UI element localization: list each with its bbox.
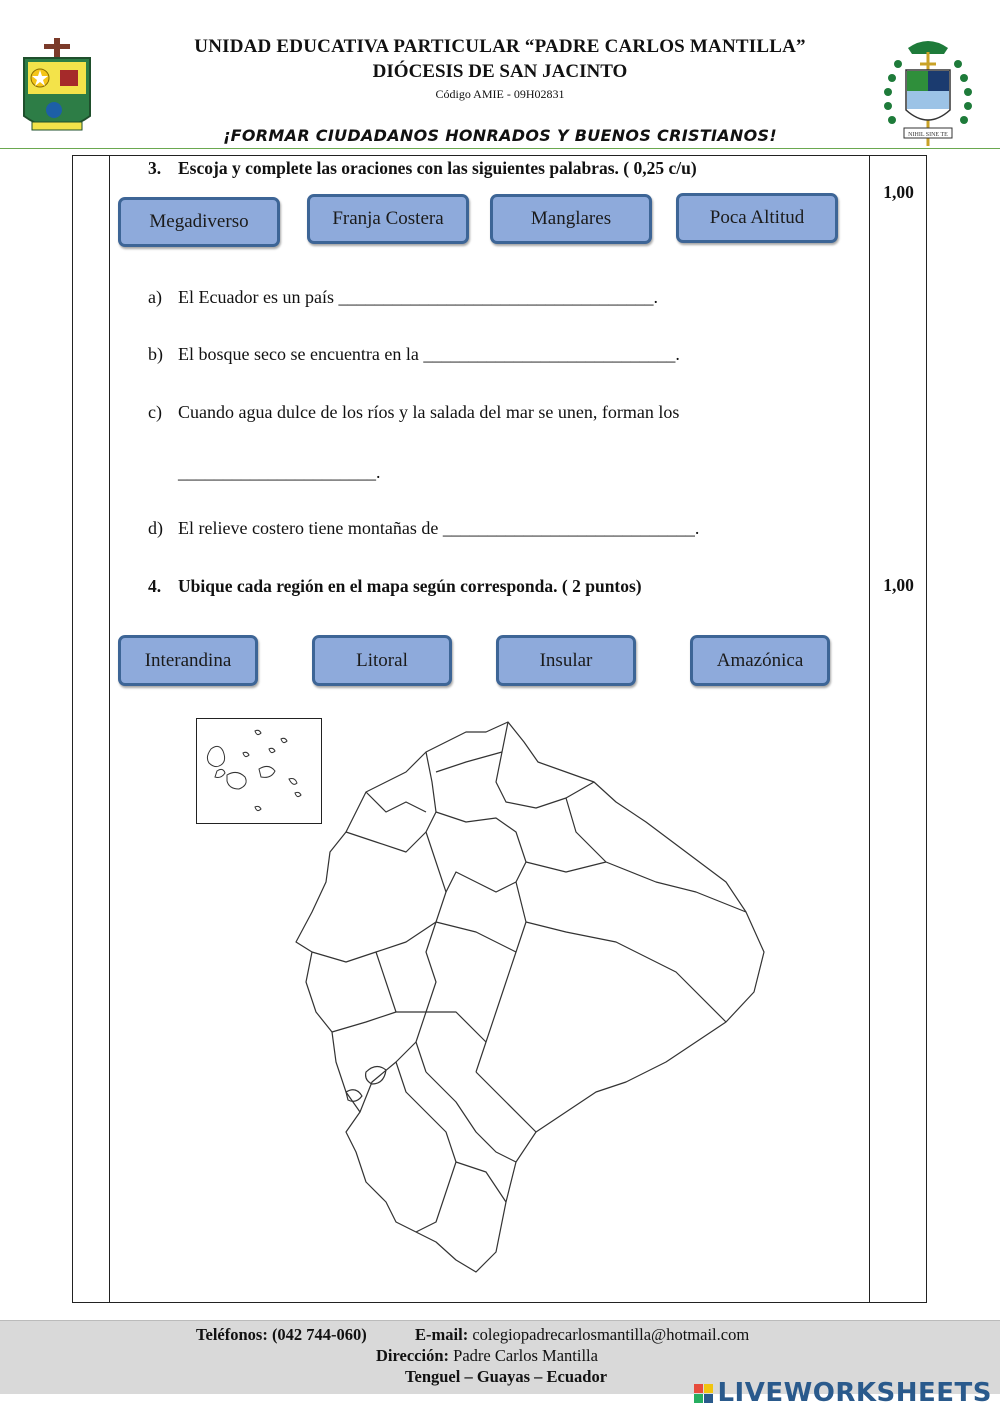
liveworksheets-brand: LIVEWORKSHEETS — [717, 1378, 992, 1408]
school-name: UNIDAD EDUCATIVA PARTICULAR “PADRE CARLOS MANTILLA” — [194, 36, 806, 57]
question-4-text: Ubique cada región en el mapa según corresponda. ( 2 puntos) — [178, 576, 642, 596]
sentence-d — [148, 518, 699, 539]
region-card-amazonica[interactable]: Amazónica — [690, 635, 830, 686]
school-motto: ¡FORMAR CIUDADANOS HONRADOS Y BUENOS CRISTIANOS! — [223, 126, 777, 145]
word-card-poca-altitud[interactable]: Poca Altitud — [676, 193, 838, 243]
question-3-points: 1,00 — [883, 182, 914, 202]
sentence-text: El relieve costero tiene montañas de — [178, 518, 439, 538]
question-3-text: Escoja y complete las oraciones con las siguientes palabras. ( 0,25 c/u) — [178, 158, 697, 178]
logo-square — [694, 1384, 703, 1393]
answer-blank-c[interactable]: ______________________ — [178, 462, 376, 482]
answer-blank-b[interactable]: ____________________________ — [423, 344, 676, 364]
table-left-column-rule — [109, 155, 110, 1303]
sentence-c — [148, 402, 679, 423]
word-card-megadiverso[interactable]: Megadiverso — [118, 197, 280, 247]
word-card-manglares[interactable]: Manglares — [490, 194, 652, 244]
region-card-litoral[interactable]: Litoral — [312, 635, 452, 686]
region-card-insular[interactable]: Insular — [496, 635, 636, 686]
sentence-c-continued — [148, 462, 381, 483]
sentence-a — [148, 287, 658, 308]
answer-blank-a[interactable]: ___________________________________ — [338, 287, 654, 307]
sentence-end: . — [653, 287, 658, 307]
address-value: Padre Carlos Mantilla — [453, 1346, 598, 1365]
question-4-points: 1,00 — [883, 575, 914, 595]
sentence-label: b) — [148, 344, 163, 364]
address-label: Dirección: — [376, 1346, 450, 1365]
footer-address-line — [376, 1346, 598, 1366]
email-value[interactable]: colegiopadrecarlosmantilla@hotmail.com — [472, 1325, 750, 1344]
question-3-title — [148, 158, 697, 179]
phone-value: (042 744-060) — [271, 1325, 367, 1344]
question-4-title — [148, 576, 642, 597]
word-card-franja-costera[interactable]: Franja Costera — [307, 194, 469, 244]
logo-square — [704, 1384, 713, 1393]
ecuador-map-icon — [276, 712, 796, 1292]
sentence-label: a) — [148, 287, 162, 307]
amie-code: Código AMIE - 09H02831 — [435, 87, 565, 101]
coat-of-arms-ribbon-text: NIHIL SINE TE — [908, 132, 948, 138]
sentence-text: Cuando agua dulce de los ríos y la salada del mar se unen, forman los — [178, 402, 680, 422]
sentence-end: . — [376, 462, 381, 482]
table-right-column-rule — [869, 155, 870, 1303]
sentence-label: d) — [148, 518, 163, 538]
region-card-interandina[interactable]: Interandina — [118, 635, 258, 686]
footer-location-line — [405, 1367, 607, 1387]
sentence-text: El Ecuador es un país — [178, 287, 334, 307]
sentence-text: El bosque seco se encuentra en la — [178, 344, 419, 364]
sentence-label: c) — [148, 402, 162, 422]
sentence-b — [148, 344, 680, 365]
phone-label: Teléfonos: — [196, 1325, 268, 1344]
sentence-end: . — [694, 518, 700, 538]
header-divider — [0, 148, 1000, 149]
footer-contact-line — [196, 1325, 749, 1345]
footer-location: Tenguel – Guayas – Ecuador — [405, 1367, 608, 1386]
logo-square — [694, 1394, 703, 1403]
answer-blank-d[interactable]: ____________________________ — [442, 518, 695, 538]
question-3-number: 3. — [148, 158, 162, 178]
logo-square — [704, 1394, 713, 1403]
sentence-end: . — [675, 344, 680, 364]
question-4-number: 4. — [148, 576, 162, 596]
email-label: E-mail: — [415, 1325, 469, 1344]
liveworksheets-watermark — [694, 1378, 992, 1408]
liveworksheets-logo-icon — [694, 1384, 713, 1403]
diocese-name: DIÓCESIS DE SAN JACINTO — [372, 61, 628, 82]
ecuador-map[interactable] — [276, 712, 796, 1292]
